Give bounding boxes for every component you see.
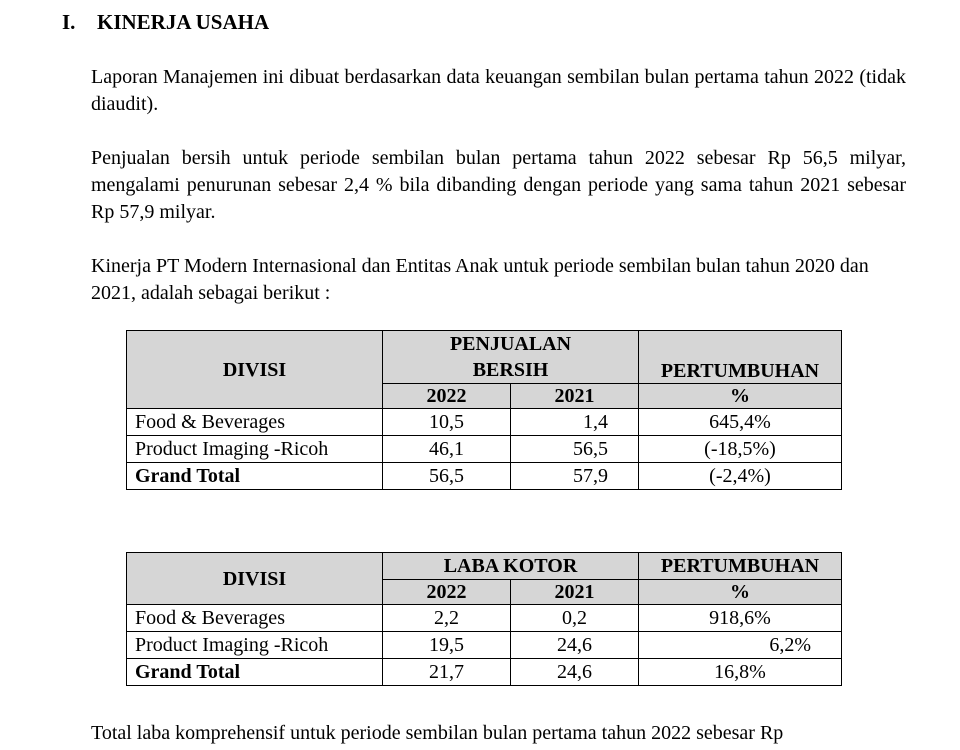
col-header-year-2021: 2021 [511, 384, 639, 409]
table-row-total [127, 659, 842, 686]
growth-value: 6,2% [639, 632, 842, 659]
col-header-percent: % [639, 580, 842, 605]
col-header-gross-profit: LABA KOTOR [383, 553, 639, 580]
value-2021: 0,2 [511, 605, 639, 632]
section-title: KINERJA USAHA [97, 10, 270, 34]
table-row [127, 409, 842, 436]
growth-value: 918,6% [639, 605, 842, 632]
value-2021: 24,6 [511, 659, 639, 686]
table-row [127, 632, 842, 659]
row-label: Food & Beverages [127, 605, 383, 632]
table-row-total [127, 463, 842, 490]
col-header-year-2021: 2021 [511, 580, 639, 605]
growth-value: (-2,4%) [639, 463, 842, 490]
gross-profit-table [126, 552, 842, 686]
value-2021: 56,5 [511, 436, 639, 463]
paragraph-performance-intro: Kinerja PT Modern Internasional dan Entitas Anak untuk periode sembilan bulan tahun 2020 dan 2021, adalah sebagai berikut : [91, 255, 869, 304]
paragraph-comprehensive-income: Total laba komprehensif untuk periode sembilan bulan pertama tahun 2022 sebesar Rp [91, 722, 784, 744]
value-2022: 19,5 [383, 632, 511, 659]
section-number: I. [62, 10, 76, 34]
col-header-growth: PERTUMBUHAN [639, 331, 842, 384]
col-header-divisi: DIVISI [127, 331, 383, 409]
growth-value: 16,8% [639, 659, 842, 686]
row-label: Food & Beverages [127, 409, 383, 436]
col-header-year-2022: 2022 [383, 384, 511, 409]
col-header-net-sales [383, 331, 639, 384]
value-2021: 57,9 [511, 463, 639, 490]
col-header-net-sales-line2: BERSIH [472, 359, 549, 381]
row-label: Grand Total [127, 463, 383, 490]
row-label: Product Imaging -Ricoh [127, 632, 383, 659]
row-label: Grand Total [127, 659, 383, 686]
table-header-row [127, 553, 842, 580]
value-2022: 21,7 [383, 659, 511, 686]
col-header-percent: % [639, 384, 842, 409]
col-header-net-sales-line1: PENJUALAN [449, 333, 572, 355]
table-header-row [127, 331, 842, 384]
row-label: Product Imaging -Ricoh [127, 436, 383, 463]
section-heading [62, 10, 269, 35]
col-header-divisi: DIVISI [127, 553, 383, 605]
growth-value: 645,4% [639, 409, 842, 436]
value-2021: 1,4 [511, 409, 639, 436]
value-2022: 46,1 [383, 436, 511, 463]
value-2021: 24,6 [511, 632, 639, 659]
paragraph-intro: Laporan Manajemen ini dibuat berdasarkan data keuangan sembilan bulan pertama tahun 2022 (tidak diaudit). [91, 66, 906, 115]
paragraph-net-sales: Penjualan bersih untuk periode sembilan bulan pertama tahun 2022 sebesar Rp 56,5 milyar, mengalami penurunan sebesar 2,4 % bila dibanding dengan periode yang sama tahun 2021 sebesar Rp 57,9 milyar. [91, 147, 906, 223]
table-row [127, 436, 842, 463]
net-sales-table [126, 330, 842, 490]
col-header-year-2022: 2022 [383, 580, 511, 605]
growth-value: (-18,5%) [639, 436, 842, 463]
value-2022: 56,5 [383, 463, 511, 490]
value-2022: 2,2 [383, 605, 511, 632]
table-row [127, 605, 842, 632]
value-2022: 10,5 [383, 409, 511, 436]
col-header-growth: PERTUMBUHAN [639, 553, 842, 580]
